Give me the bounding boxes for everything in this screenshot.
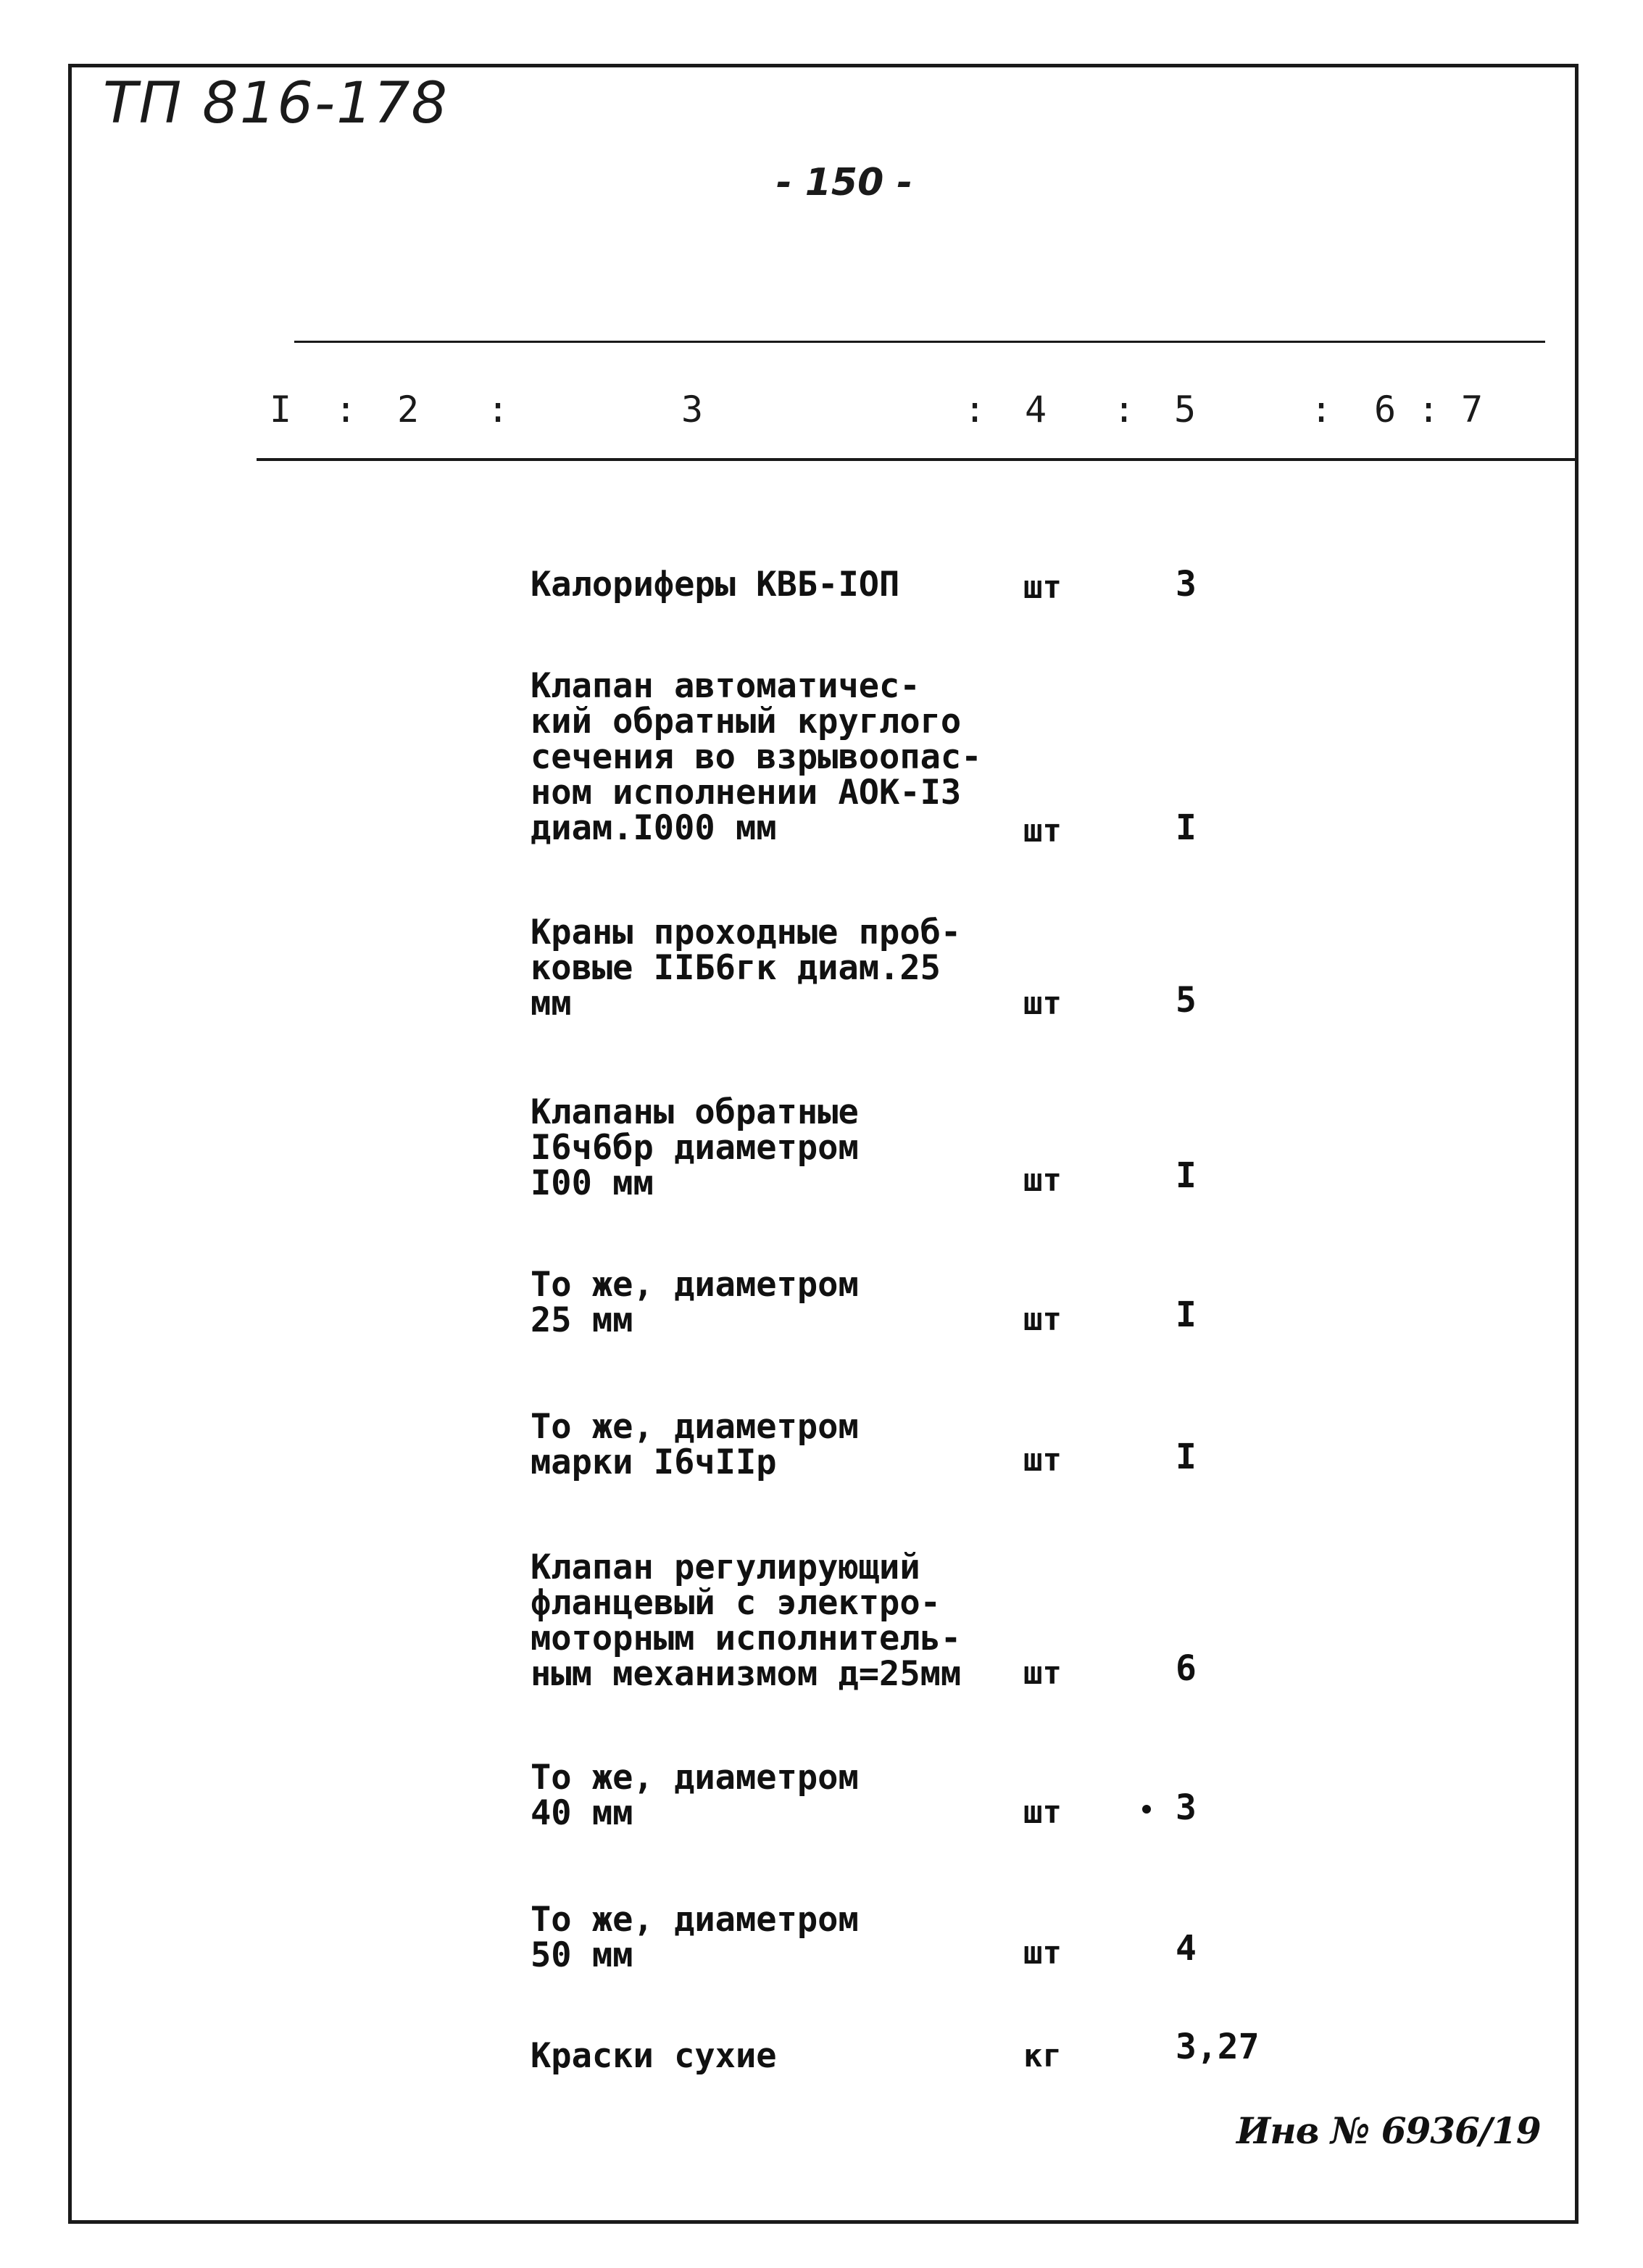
- col-header-7: 7: [1461, 389, 1484, 431]
- item-qty: 5: [1176, 980, 1197, 1021]
- col-header-3: 3: [681, 389, 704, 431]
- page-number: - 150 -: [776, 161, 912, 204]
- col-header-1: I: [270, 389, 292, 431]
- item-unit: шт: [1023, 813, 1062, 850]
- item-unit: шт: [1023, 1301, 1062, 1338]
- item-name: Клапаны обратные I6ч6бр диаметром I00 мм: [531, 1092, 859, 1203]
- item-qty: 3: [1176, 564, 1197, 605]
- item-unit: шт: [1023, 1794, 1062, 1831]
- item-unit: шт: [1023, 985, 1062, 1022]
- item-name: Краски сухие: [531, 2036, 777, 2076]
- item-qty: 6: [1176, 1648, 1197, 1689]
- item-name: То же, диаметром 50 мм: [531, 1900, 859, 1975]
- table-header-bottom-rule: [257, 458, 1577, 461]
- col-sep: :: [964, 389, 986, 431]
- item-name: То же, диаметром 25 мм: [531, 1265, 859, 1340]
- item-qty: 3,27: [1176, 2027, 1260, 2067]
- document-code: ТП 816-178: [103, 71, 449, 136]
- col-header-4: 4: [1025, 389, 1047, 431]
- item-unit: шт: [1023, 1162, 1062, 1199]
- col-sep: :: [1418, 389, 1440, 431]
- item-qty: I: [1176, 807, 1197, 848]
- table-header-top-rule: [294, 341, 1545, 343]
- item-qty: I: [1176, 1295, 1197, 1335]
- col-header-2: 2: [397, 389, 420, 431]
- item-unit: кг: [1023, 2038, 1062, 2074]
- item-qty: 3: [1176, 1787, 1197, 1828]
- col-header-6: 6: [1374, 389, 1397, 431]
- item-unit: шт: [1023, 569, 1062, 606]
- item-name: То же, диаметром марки I6чIIр: [531, 1407, 859, 1482]
- col-sep: :: [1113, 389, 1136, 431]
- item-qty: I: [1176, 1155, 1197, 1196]
- col-header-5: 5: [1174, 389, 1197, 431]
- item-name: Краны проходные проб- ковые IIБ6гк диам.25 мм: [531, 913, 962, 1023]
- ink-dot: [1142, 1805, 1151, 1814]
- item-unit: шт: [1023, 1935, 1062, 1972]
- col-sep: :: [487, 389, 509, 431]
- col-sep: :: [1310, 389, 1333, 431]
- item-qty: I: [1176, 1437, 1197, 1477]
- item-unit: шт: [1023, 1442, 1062, 1479]
- item-name: То же, диаметром 40 мм: [531, 1758, 859, 1833]
- item-name: Калориферы КВБ-IОП: [531, 565, 900, 605]
- item-qty: 4: [1176, 1928, 1197, 1969]
- col-sep: :: [335, 389, 357, 431]
- item-name: Клапан регулирующий фланцевый с электро- моторным исполнитель- ным механизмом д=25мм: [531, 1548, 962, 1694]
- item-name: Клапан автоматичес- кий обратный круглого сечения во взрывоопас- ном исполнении АОК-I3 диам.I000 мм: [531, 666, 982, 848]
- inventory-stamp: Инв № 6936/19: [1236, 2109, 1541, 2152]
- item-unit: шт: [1023, 1655, 1062, 1692]
